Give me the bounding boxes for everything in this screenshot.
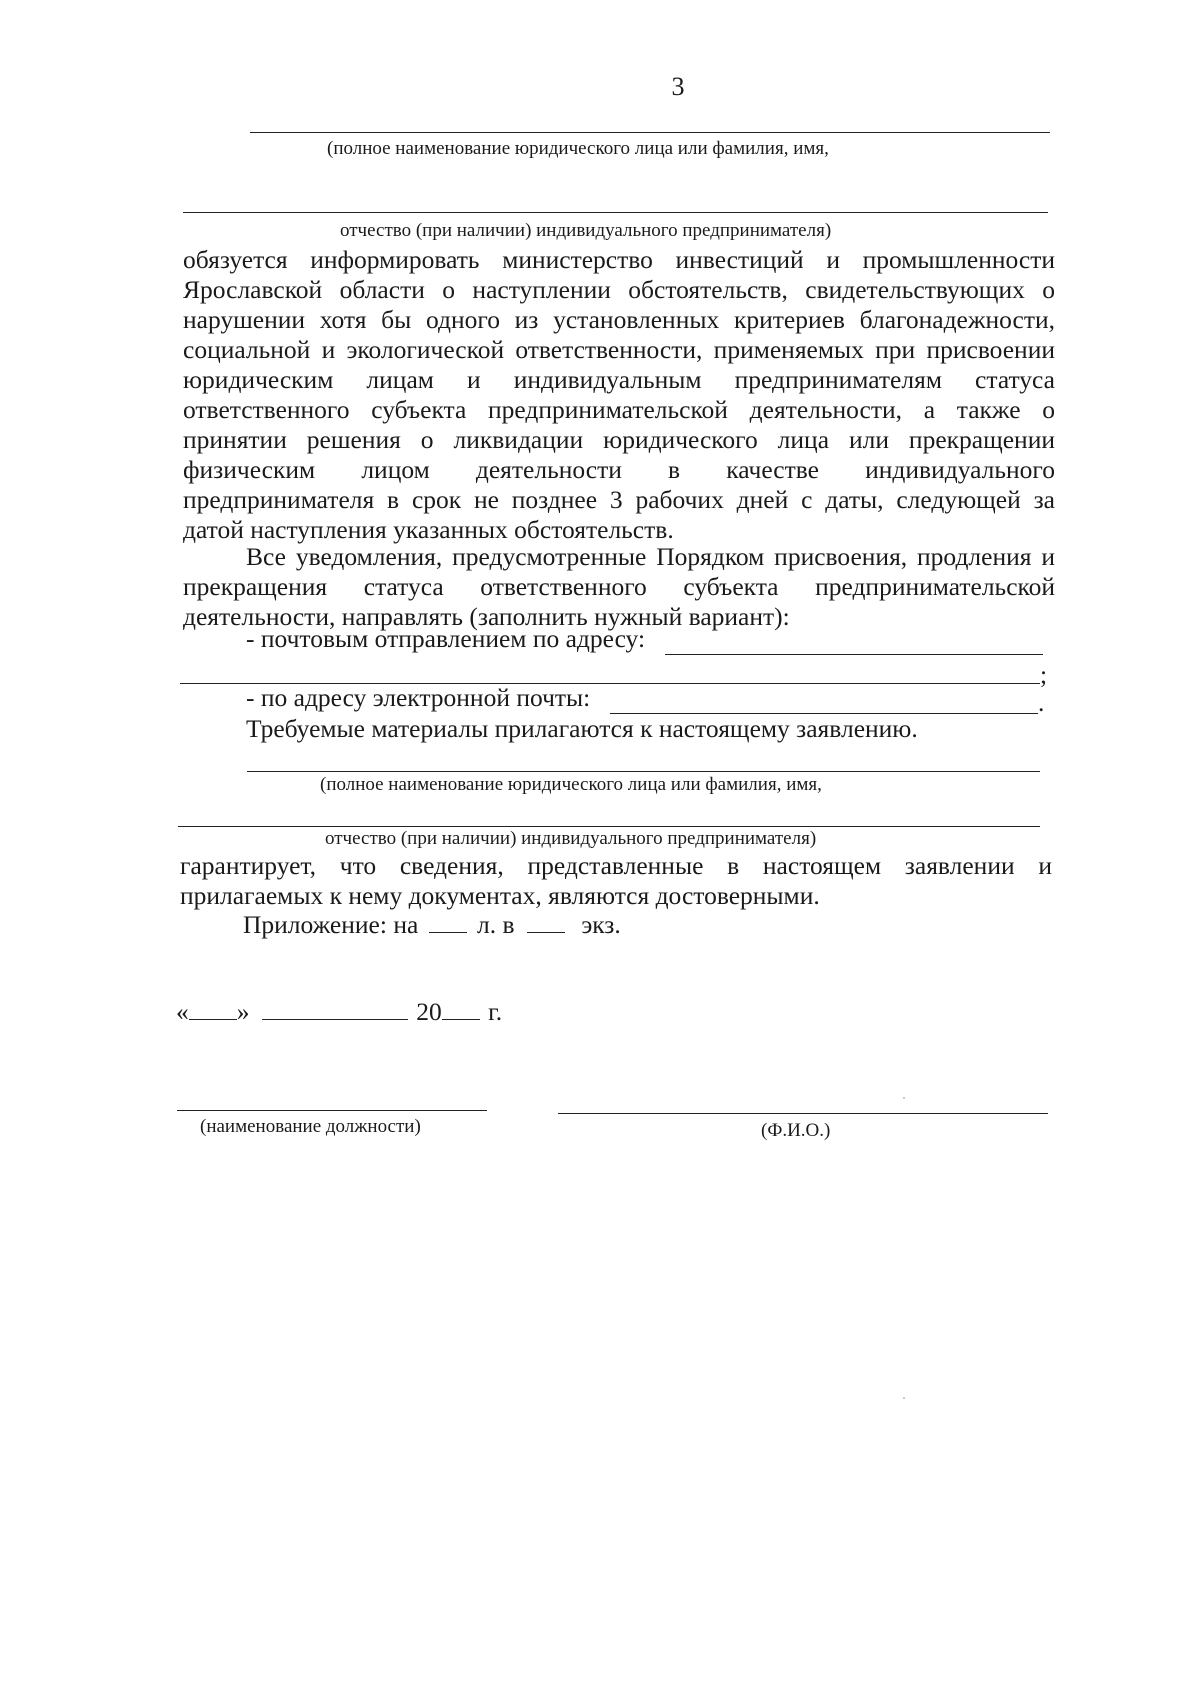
applicant-name-caption-bottom: отчество (при наличии) индивидуального предпринимателя) <box>340 220 832 241</box>
scan-speck <box>903 1397 905 1399</box>
paragraph-line: нарушении хотя бы одного из установленных критериев благонадежности, <box>183 305 1055 334</box>
email-option-end: . <box>1038 688 1045 717</box>
applicant-name-line-2 <box>183 212 1048 213</box>
paragraph-line-indented: Все уведомления, предусмотренные Порядком присвоения, продления и <box>246 542 1055 571</box>
appendix-suffix: экз. <box>581 910 621 939</box>
paragraph-line: физическим лицом деятельности в качестве индивидуального <box>183 455 1055 484</box>
guarantor-name-caption-bottom: отчество (при наличии) индивидуального предпринимателя) <box>325 828 817 849</box>
appendix-middle: л. в <box>477 910 515 939</box>
guarantee-paragraph <box>180 851 1052 911</box>
paragraph-line: обязуется информировать министерство инвестиций и промышленности <box>183 245 1055 274</box>
email-option-label: - по адресу электронной почты: <box>246 683 591 712</box>
date-open-quote: « <box>176 997 189 1026</box>
position-signature-line[interactable] <box>177 1110 487 1111</box>
appendix-line <box>243 910 621 940</box>
paragraph-line-last: датой наступления указанных обстоятельств. <box>183 515 674 544</box>
month-field[interactable] <box>262 997 408 1020</box>
paragraph-line: ответственного субъекта предпринимательской деятельности, а также о <box>183 395 1055 424</box>
paragraph-line: принятии решения о ликвидации юридического лица или прекращении <box>183 425 1055 454</box>
obligation-paragraph <box>183 245 1055 545</box>
year-prefix: 20 <box>416 997 442 1026</box>
year-field[interactable] <box>442 997 480 1020</box>
paragraph-line: предпринимателя в срок не позднее 3 рабочих дней с даты, следующей за <box>183 485 1055 514</box>
date-line <box>176 997 502 1027</box>
paragraph-line-last: прилагаемых к нему документах, являются достоверными. <box>180 881 820 910</box>
applicant-name-caption-top: (полное наименование юридического лица или фамилия, имя, <box>327 138 829 159</box>
paragraph-line: гарантирует, что сведения, представленные в настоящем заявлении и <box>180 851 1052 880</box>
position-caption: (наименование должности) <box>200 1116 421 1137</box>
date-close-quote: » <box>236 997 250 1026</box>
year-suffix: г. <box>488 997 503 1026</box>
materials-statement: Требуемые материалы прилагаются к настоящему заявлению. <box>246 714 918 743</box>
day-field[interactable] <box>189 997 237 1020</box>
applicant-name-line-1 <box>250 132 1050 133</box>
full-name-signature-line[interactable] <box>558 1113 1048 1114</box>
notifications-paragraph <box>183 542 1055 632</box>
paragraph-line: социальной и экологической ответственности, применяемых при присвоении <box>183 335 1055 364</box>
appendix-sheets-field[interactable] <box>429 910 467 933</box>
postal-address-field[interactable] <box>665 654 1043 655</box>
guarantor-name-caption-top: (полное наименование юридического лица или фамилия, имя, <box>320 774 822 795</box>
postal-option-end: ; <box>1040 660 1048 689</box>
paragraph-line: Ярославской области о наступлении обстоятельств, свидетельствующих о <box>183 275 1055 304</box>
appendix-copies-field[interactable] <box>527 910 565 933</box>
guarantor-name-line-1 <box>247 771 1040 772</box>
paragraph-line: прекращения статуса ответственного субъекта предпринимательской <box>183 572 1055 601</box>
page-number: 3 <box>671 72 685 101</box>
scan-speck <box>903 1097 905 1099</box>
postal-option-label: - почтовым отправлением по адресу: <box>246 624 646 653</box>
full-name-caption: (Ф.И.О.) <box>761 1120 831 1141</box>
appendix-prefix: Приложение: на <box>243 910 419 939</box>
guarantor-name-line-2 <box>178 826 1040 827</box>
paragraph-line: юридическим лицам и индивидуальным предпринимателям статуса <box>183 365 1055 394</box>
paragraph-line-last: деятельности, направлять (заполнить нужный вариант): <box>183 602 790 631</box>
